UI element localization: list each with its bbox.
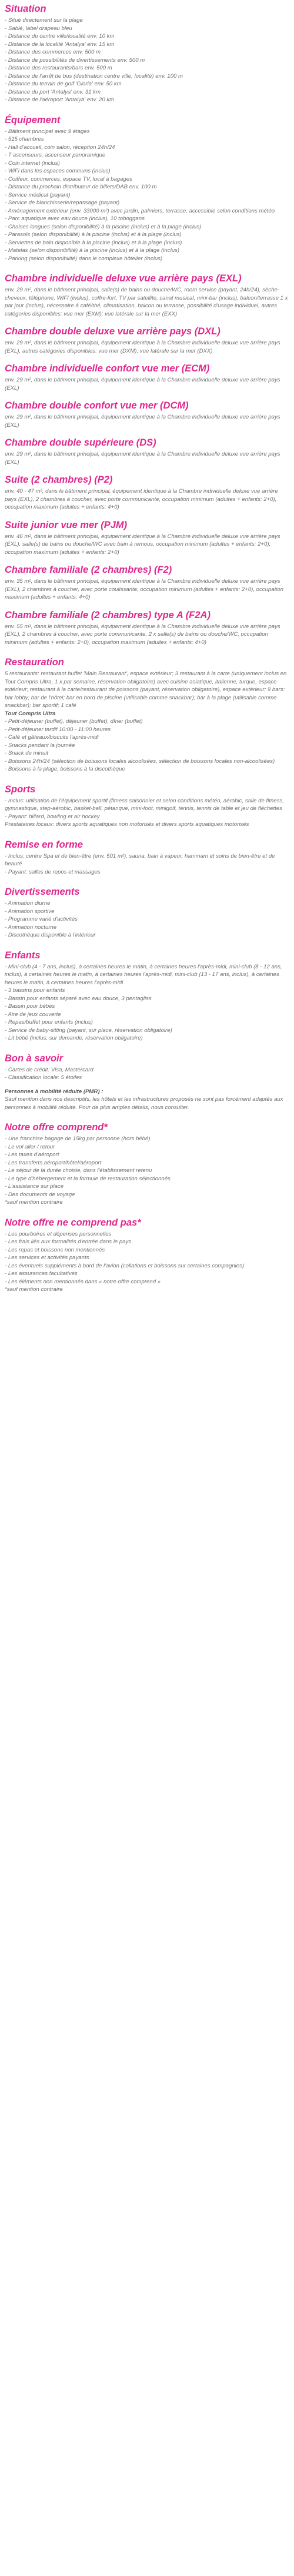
- list-item: - Les pourboires et dépenses personnelles: [5, 1230, 288, 1239]
- list-item: - Hall d'accueil, coin salon, réception 24h/24: [5, 144, 288, 152]
- list-item: - Animation sportive: [5, 908, 288, 916]
- restauration-title: Restauration: [5, 657, 64, 668]
- list-item: - Cartes de crédit: Visa, Mastercard: [5, 1066, 288, 1074]
- list-item: - 515 chambres: [5, 135, 288, 144]
- list-item: - Les frais liés aux formalités d'entrée dans le pays: [5, 1238, 288, 1246]
- noffre-title: Notre offre ne comprend pas*: [5, 1217, 141, 1228]
- room-section: [5, 400, 288, 429]
- room-section: [5, 363, 288, 392]
- list-item: - Distance des commerces env. 500 m: [5, 48, 288, 57]
- forme-section: [5, 839, 288, 877]
- list-item: - Repas/buffet pour enfants (inclus): [5, 1018, 288, 1027]
- list-item: - Distance de l'aéroport 'Antalya' env. 20 km: [5, 96, 288, 104]
- list-item: - Parc aquatique avec eau douce (inclus), 10 toboggans: [5, 215, 288, 223]
- restauration-text: 5 restaurants: restaurant buffet 'Main Restaurant', espace extérieur; 3 restaurant à la carte (uniquement inclus en Tout Compris Ultra, 1 x par semaine, réservation obligatoire) avec cuisine asiatique, italienne, turque, espace extérieur; restaurant à la carte/restaurant de poissons (payant, réservation obligatoire), espace extérieur; 9 bars: bar lobby; bar de l'hôtel; bar en bord de piscine (utilisable comme snackbar); bar à la plage (utilisable comme snackbar); bar sportif; 1 café: [5, 670, 287, 709]
- list-item: - Parking (selon disponibilité) dans le complexe hôtelier (inclus): [5, 255, 288, 263]
- equipement-section: [5, 115, 288, 263]
- room-title: Chambre double supérieure (DS): [5, 437, 156, 448]
- room-section: [5, 520, 288, 557]
- room-section: [5, 565, 288, 602]
- room-title: Suite junior vue mer (PJM): [5, 519, 128, 530]
- room-section: [5, 273, 288, 318]
- savoir-section: [5, 1053, 288, 1112]
- restauration-section: [5, 657, 288, 774]
- room-section: [5, 610, 288, 647]
- list-item: - Matelas (selon disponibilité) à la piscine (inclus) et à la plage (inclus): [5, 247, 288, 255]
- enfants-list: [5, 963, 288, 1043]
- equipement-list: [5, 128, 288, 263]
- list-item: - Coin internet (inclus): [5, 160, 288, 168]
- room-description: env. 29 m², dans le bâtiment principal, équipement identique à la Chambre individuelle deluxe vue arrière pays (EXL): [5, 377, 280, 391]
- list-item: - Le type d'hébergement et la formule de restauration sélectionnés: [5, 1175, 288, 1183]
- offre-note: *sauf mention contraire: [5, 1199, 63, 1206]
- list-item: - Chaises longues (selon disponibilité) à la piscine (inclus) et à la plage (inclus): [5, 223, 288, 231]
- list-item: - Coiffeur, commerces, espace TV, local à bagages: [5, 175, 288, 184]
- enfants-section: [5, 950, 288, 1043]
- list-item: - Les éléments non mentionnés dans « notre offre comprend »: [5, 1278, 288, 1286]
- situation-list: [5, 16, 288, 104]
- list-item: - Les éventuels suppléments à bord de l'avion (collations et boissons sur certaines compagnies): [5, 1262, 288, 1270]
- list-item: - Distance du terrain de golf 'Gloria' env. 50 km: [5, 80, 288, 88]
- offre-section: [5, 1122, 288, 1207]
- list-item: - Boissons 24h/24 (sélection de boissons locales alcoolisées, sélection de boissons locales non-alcoolisées): [5, 758, 288, 766]
- list-item: - Lit bébé (inclus, sur demande, réservation obligatoire): [5, 1034, 288, 1043]
- list-item: - Aménagement extérieur (env. 33000 m²) avec jardin, palmiers, terrasse, accessible selon conditions météo: [5, 207, 288, 215]
- list-item: - Distance des restaurants/bars env. 500 m: [5, 64, 288, 72]
- list-item: - Les taxes d'aéroport: [5, 1151, 288, 1159]
- list-item: - L'assistance sur place: [5, 1183, 288, 1191]
- room-title: Suite (2 chambres) (P2): [5, 474, 113, 485]
- list-item: - Payant: billard, bowling et air hockey: [5, 813, 288, 821]
- list-item: - Discothèque disponible à l'intérieur: [5, 931, 288, 940]
- sports-list: [5, 797, 288, 821]
- list-item: - Les transferts aéroport/hôtel/aéroport: [5, 1159, 288, 1167]
- list-item: - Service médical (payant): [5, 191, 288, 200]
- list-item: - Inclus: centre Spa et de bien-être (env. 501 m²), sauna, bain à vapeur, hammam et soins de bien-être et de beauté: [5, 852, 288, 868]
- list-item: - Animation diurne: [5, 899, 288, 908]
- list-item: - Bassin pour enfants séparé avec eau douce, 3 pentagliss: [5, 995, 288, 1003]
- list-item: - Distance du prochain distributeur de billets/DAB env. 100 m: [5, 183, 288, 191]
- sports-title: Sports: [5, 784, 36, 795]
- noffre-note: *sauf mention contraire: [5, 1286, 63, 1293]
- list-item: - Situé directement sur la plage: [5, 16, 288, 25]
- room-description: env. 40 - 47 m², dans le bâtiment principal, équipement identique à la Chambre individuelle deluxe vue arrière pays (EXL), 2 chambres à coucher, avec porte communicante, occupation minimum (adultes + enfants: 2+0), occupation maximum (adultes + enfants: 4+0): [5, 488, 278, 510]
- room-title: Chambre double confort vue mer (DCM): [5, 400, 189, 411]
- list-item: - Serviettes de bain disponible à la piscine (inclus) et à la plage (inclus): [5, 239, 288, 247]
- room-description: env. 29 m², dans le bâtiment principal, équipement identique à la Chambre individuelle deluxe vue arrière pays (EXL): [5, 451, 280, 466]
- room-description: env. 35 m², dans le bâtiment principal, équipement identique à la Chambre individuelle deluxe vue arrière pays (EXL), 2 chambres à coucher, avec porte coulissante, occupation minimum (adultes + enfants: 2+0), occupation maximum (adultes + enfants: 4+0): [5, 578, 284, 600]
- list-item: - Les services et activités payants: [5, 1254, 288, 1262]
- list-item: - Animation nocturne: [5, 924, 288, 932]
- room-title: Chambre individuelle confort vue mer (ECM): [5, 363, 210, 374]
- list-item: - 3 bassins pour enfants: [5, 987, 288, 995]
- list-item: - Aire de jeux couverte: [5, 1011, 288, 1019]
- pmr-heading: Personnes à mobilité réduite (PMR) :: [5, 1088, 103, 1095]
- list-item: - Distance du port 'Antalya' env. 31 km: [5, 88, 288, 97]
- room-description: env. 29 m², dans le bâtiment principal, équipement identique à la Chambre individuelle deluxe vue arrière pays (EXL), autres catégories disponibles: vue mer (DXM), vue latérale sur la mer (DXX): [5, 340, 280, 354]
- list-item: - Les repas et boissons non mentionnés: [5, 1246, 288, 1254]
- list-item: - Petit-déjeuner tardif 10:00 - 11:00 heures: [5, 726, 288, 734]
- room-section: [5, 326, 288, 355]
- room-section: [5, 474, 288, 512]
- savoir-list: [5, 1066, 288, 1082]
- savoir-title: Bon à savoir: [5, 1053, 64, 1064]
- list-item: - Distance de la localité 'Antalya' env. 15 km: [5, 41, 288, 49]
- room-title: Chambre double deluxe vue arrière pays (DXL): [5, 326, 220, 337]
- list-item: - Classification locale: 5 étoiles: [5, 1074, 288, 1082]
- list-item: - Distance du centre ville/localité env. 10 km: [5, 32, 288, 41]
- list-item: - Boissons à la plage, boissons à la discothèque: [5, 765, 288, 774]
- divertissements-section: [5, 887, 288, 940]
- room-title: Chambre familiale (2 chambres) type A (F2A): [5, 609, 211, 620]
- noffre-list: [5, 1230, 288, 1286]
- list-item: - Snacks pendant la journée: [5, 742, 288, 750]
- noffre-section: [5, 1217, 288, 1294]
- list-item: - Distance de possibilités de divertissements env. 500 m: [5, 57, 288, 65]
- room-description: env. 29 m², dans le bâtiment principal, salle(s) de bains ou douche/WC, room service (payant, 24h/24), sèche-cheveux, téléphone, WIFI (inclus), coffre-fort, TV par satellite, canal musical, mini-bar (inclus), balcon/terrasse 1 x par jour (inclus), nécessaire à café/thé, climatisation, balcon ou terrasse, possibilité d'usage individuel, autres catégories disponibles: vue mer (EXM); vue latérale sur la mer (EXX): [5, 287, 288, 317]
- forme-list: [5, 852, 288, 877]
- list-item: - Des documents de voyage: [5, 1191, 288, 1199]
- list-item: - Payant: salles de repos et massages: [5, 868, 288, 877]
- all-inclusive-list: [5, 718, 288, 774]
- list-item: - Bassin pour bébés: [5, 1002, 288, 1011]
- list-item: - WiFi dans les espaces communs (inclus): [5, 167, 288, 175]
- list-item: - Bâtiment principal avec 9 étages: [5, 128, 288, 136]
- list-item: - Café et gâteaux/biscuits l'après-midi: [5, 733, 288, 742]
- list-item: - Programme varié d'activités: [5, 915, 288, 924]
- list-item: - Le vol aller / retour: [5, 1143, 288, 1151]
- sports-note: Prestataires locaux: divers sports aquatiques non motorisés et divers sports aquatiques motorisés: [5, 821, 249, 828]
- offre-list: [5, 1135, 288, 1199]
- list-item: - Distance de l'arrêt de bus (destination centre ville, localité) env. 100 m: [5, 72, 288, 81]
- divertissements-list: [5, 899, 288, 940]
- list-item: - Mini-club (4 - 7 ans, inclus), à certaines heures le matin, à certaines heures l'après-midi, mini-club (8 - 12 ans, inclus), à certaines heures le matin, à certaines heures l'après-midi, mini-club (13 - 17 ans, inclus), à certaines heures le matin, à certaines heures l'après-midi: [5, 963, 288, 987]
- situation-title: Situation: [5, 4, 46, 14]
- list-item: - Snack de minuit: [5, 749, 288, 758]
- list-item: - Une franchise bagage de 15kg par personne (hors bébé): [5, 1135, 288, 1143]
- list-item: - Sablé, label drapeau bleu: [5, 25, 288, 33]
- list-item: - Parasols (selon disponibilité) à la piscine (inclus) et à la plage (inclus): [5, 231, 288, 239]
- list-item: - 7 ascenseurs, ascenseur panoramique: [5, 151, 288, 160]
- room-description: env. 46 m², dans le bâtiment principal, équipement identique à la Chambre individuelle deluxe vue arrière pays (EXL), salle(s) de bains ou douche/WC avec bain à remous, occupation minimum (adultes + enfants: 2+0), occupation maximum (adultes + enfants: 2+0): [5, 533, 280, 556]
- forme-title: Remise en forme: [5, 839, 83, 850]
- list-item: - Service de blanchisserie/repassage (payant): [5, 199, 288, 207]
- room-description: env. 29 m², dans le bâtiment principal, équipement identique à la Chambre individuelle deluxe vue arrière pays (EXL): [5, 414, 280, 429]
- equipement-title: Équipement: [5, 114, 61, 125]
- list-item: - Les assurances facultatives: [5, 1270, 288, 1278]
- list-item: - Petit-déjeuner (buffet), déjeuner (buffet), dîner (buffet): [5, 718, 288, 726]
- room-title: Chambre familiale (2 chambres) (F2): [5, 565, 172, 575]
- sports-section: [5, 784, 288, 829]
- list-item: - Inclus: utilisation de l'équipement sportif (fitness saisonnier et selon conditions météo, aérobic, salle de fitness, gymnastique, step-aérobic, basket-ball, pétanque, mini-foot, minigolf, tennis, tennis de table et jeu de fléchettes: [5, 797, 288, 813]
- pmr-text: Sauf mention dans nos descriptifs, les hôtels et les infrastructures proposés ne sont pas forcément adaptés aux personnes à mobilité réduite. Pour de plus amples détails, nous consulter.: [5, 1096, 283, 1111]
- list-item: - Service de baby-sitting (payant, sur place, réservation obligatoire): [5, 1027, 288, 1035]
- divertissements-title: Divertissements: [5, 887, 80, 897]
- situation-section: [5, 4, 288, 104]
- offre-title: Notre offre comprend*: [5, 1122, 108, 1133]
- list-item: - Le séjour de la durée choisie, dans l'établissement retenu: [5, 1167, 288, 1175]
- room-title: Chambre individuelle deluxe vue arrière pays (EXL): [5, 273, 242, 284]
- room-description: env. 55 m², dans le bâtiment principal, équipement identique à la Chambre individuelle deluxe vue arrière pays (EXL), 2 chambres à coucher, avec porte communicante, 2 x salle(s) de bains ou douche/WC, occupation minimum (adultes + enfants: 2+0), occupation maximum (adultes + enfants: 4+0): [5, 623, 280, 646]
- all-inclusive-heading: Tout Compris Ultra: [5, 710, 56, 717]
- room-section: [5, 437, 288, 466]
- enfants-title: Enfants: [5, 950, 41, 961]
